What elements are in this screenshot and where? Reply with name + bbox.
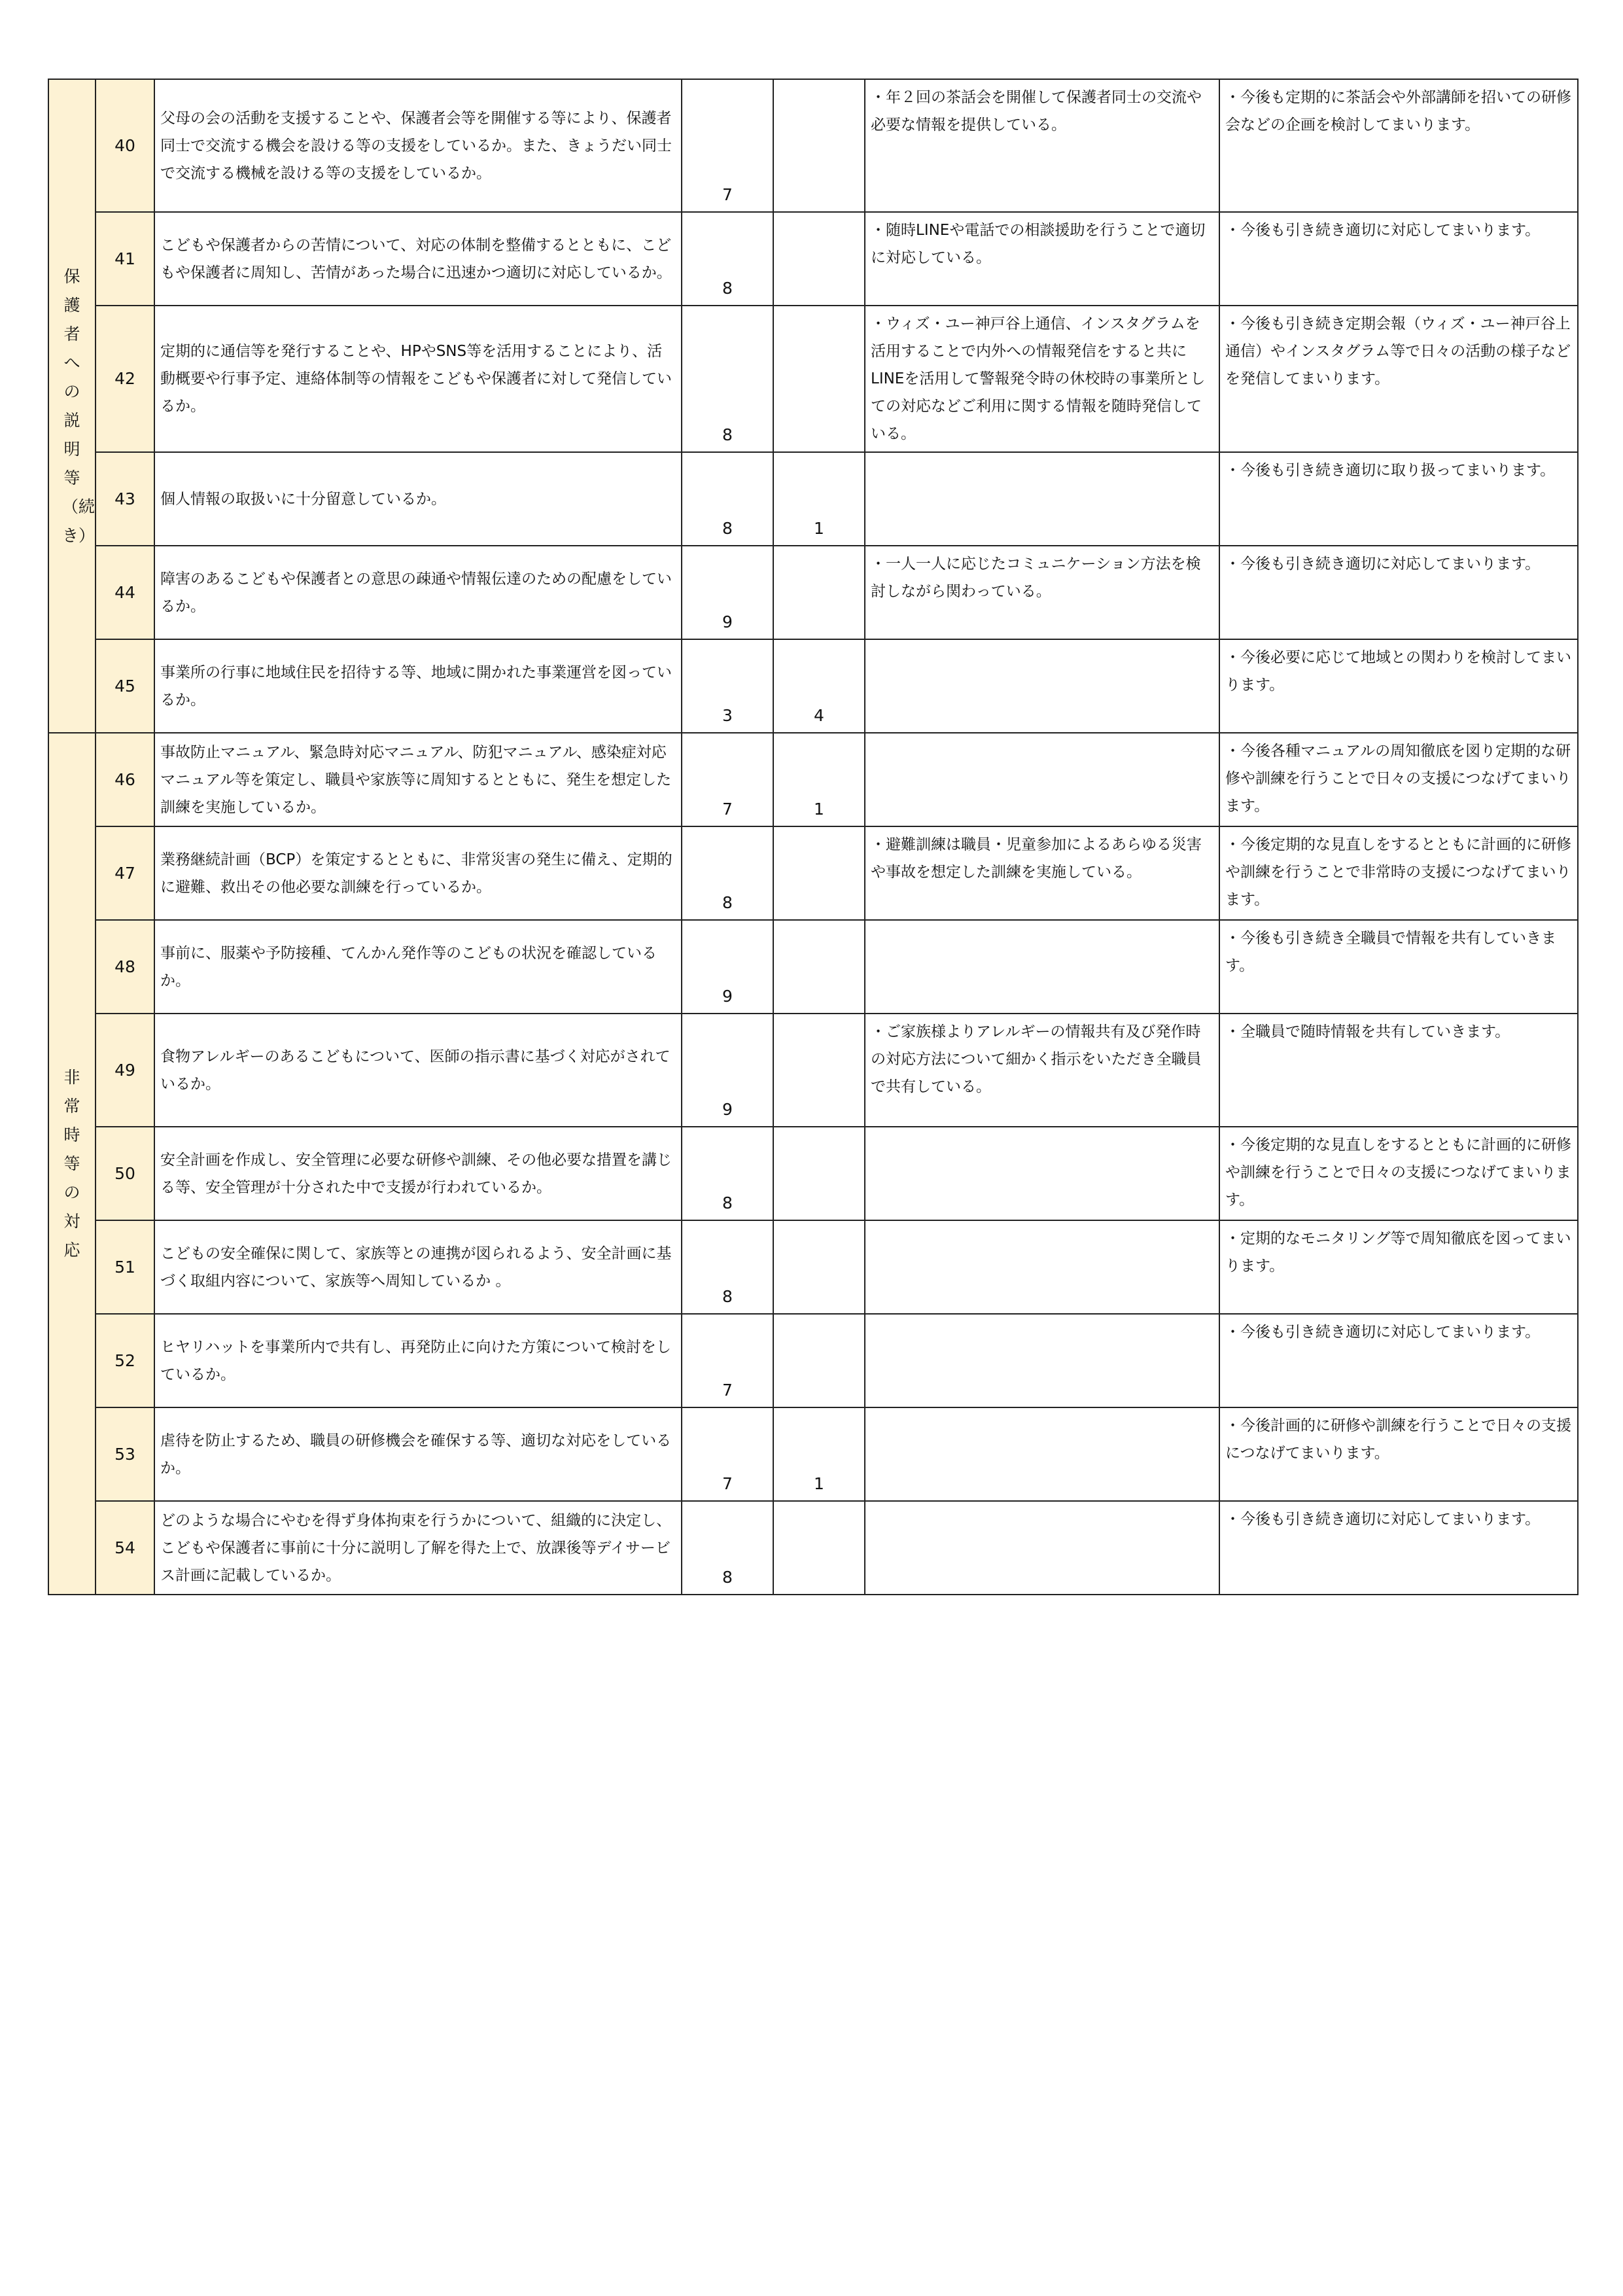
- question-text: 事前に、服薬や予防接種、てんかん発作等のこどもの状況を確認しているか。: [154, 920, 682, 1014]
- yes-count: 9: [682, 920, 773, 1014]
- improvement-text: ・今後も引き続き適切に対応してまいります。: [1219, 1314, 1578, 1407]
- improvement-text: ・今後も引き続き全職員で情報を共有していきます。: [1219, 920, 1578, 1014]
- table-row: [48, 920, 1578, 1014]
- question-text: 事業所の行事に地域住民を招待する等、地域に開かれた事業運営を図っているか。: [154, 639, 682, 733]
- question-text: 父母の会の活動を支援することや、保護者会等を開催する等により、保護者同士で交流する機会を設ける等の支援をしているか。また、きょうだい同士で交流する機械を設ける等の支援をしているか。: [154, 79, 682, 212]
- yes-count: 8: [682, 1127, 773, 1220]
- status-text: ・避難訓練は職員・児童参加によるあらゆる災害や事故を想定した訓練を実施している。: [865, 826, 1219, 920]
- table-row: [48, 1014, 1578, 1127]
- question-text: 個人情報の取扱いに十分留意しているか。: [154, 452, 682, 546]
- status-text: [865, 920, 1219, 1014]
- yes-count: 7: [682, 1314, 773, 1407]
- item-number: 45: [96, 639, 154, 733]
- improvement-text: ・今後必要に応じて地域との関わりを検討してまいります。: [1219, 639, 1578, 733]
- table-row: [48, 306, 1578, 452]
- question-text: こどもや保護者からの苦情について、対応の体制を整備するとともに、こどもや保護者に周知し、苦情があった場合に迅速かつ適切に対応しているか。: [154, 212, 682, 306]
- no-count: [773, 306, 865, 452]
- table-row: [48, 639, 1578, 733]
- improvement-text: ・今後も引き続き適切に取り扱ってまいります。: [1219, 452, 1578, 546]
- status-text: ・ウィズ・ユー神戸谷上通信、インスタグラムを活用することで内外への情報発信をすると共にLINEを活用して警報発令時の休校時の事業所としての対応などご利用に関する情報を随時発信している。: [865, 306, 1219, 452]
- yes-count: 7: [682, 79, 773, 212]
- category-label: [48, 733, 96, 1595]
- no-count: [773, 212, 865, 306]
- item-number: 51: [96, 1220, 154, 1314]
- no-count: [773, 1220, 865, 1314]
- table-row: [48, 79, 1578, 212]
- yes-count: 8: [682, 1220, 773, 1314]
- status-text: [865, 1314, 1219, 1407]
- no-count: [773, 1127, 865, 1220]
- improvement-text: ・定期的なモニタリング等で周知徹底を図ってまいります。: [1219, 1220, 1578, 1314]
- table-row: [48, 452, 1578, 546]
- question-text: こどもの安全確保に関して、家族等との連携が図られるよう、安全計画に基づく取組内容について、家族等へ周知しているか 。: [154, 1220, 682, 1314]
- question-text: 業務継続計画（BCP）を策定するとともに、非常災害の発生に備え、定期的に避難、救出その他必要な訓練を行っているか。: [154, 826, 682, 920]
- item-number: 49: [96, 1014, 154, 1127]
- no-count: [773, 920, 865, 1014]
- yes-count: 7: [682, 733, 773, 826]
- status-text: [865, 1220, 1219, 1314]
- no-count: [773, 79, 865, 212]
- yes-count: 3: [682, 639, 773, 733]
- status-text: ・随時LINEや電話での相談援助を行うことで適切に対応している。: [865, 212, 1219, 306]
- table-row: [48, 546, 1578, 639]
- status-text: [865, 1501, 1219, 1595]
- table-row: [48, 1220, 1578, 1314]
- item-number: 41: [96, 212, 154, 306]
- item-number: 52: [96, 1314, 154, 1407]
- no-count: 1: [773, 452, 865, 546]
- item-number: 50: [96, 1127, 154, 1220]
- table-row: [48, 1501, 1578, 1595]
- no-count: [773, 826, 865, 920]
- evaluation-table: [48, 79, 1579, 1595]
- improvement-text: ・今後計画的に研修や訓練を行うことで日々の支援につなげてまいります。: [1219, 1407, 1578, 1501]
- improvement-text: ・全職員で随時情報を共有していきます。: [1219, 1014, 1578, 1127]
- question-text: どのような場合にやむを得ず身体拘束を行うかについて、組織的に決定し、こどもや保護者に事前に十分に説明し了解を得た上で、放課後等デイサービス計画に記載しているか。: [154, 1501, 682, 1595]
- improvement-text: ・今後定期的な見直しをするとともに計画的に研修や訓練を行うことで日々の支援につなげてまいります。: [1219, 1127, 1578, 1220]
- status-text: ・ご家族様よりアレルギーの情報共有及び発作時の対応方法について細かく指示をいただき全職員で共有している。: [865, 1014, 1219, 1127]
- improvement-text: ・今後も引き続き定期会報（ウィズ・ユー神戸谷上通信）やインスタグラム等で日々の活動の様子などを発信してまいります。: [1219, 306, 1578, 452]
- table-row: [48, 1407, 1578, 1501]
- yes-count: 7: [682, 1407, 773, 1501]
- question-text: 安全計画を作成し、安全管理に必要な研修や訓練、その他必要な措置を講じる等、安全管理が十分された中で支援が行われているか。: [154, 1127, 682, 1220]
- item-number: 46: [96, 733, 154, 826]
- question-text: 障害のあるこどもや保護者との意思の疎通や情報伝達のための配慮をしているか。: [154, 546, 682, 639]
- table-row: [48, 733, 1578, 826]
- yes-count: 9: [682, 546, 773, 639]
- improvement-text: ・今後も引き続き適切に対応してまいります。: [1219, 1501, 1578, 1595]
- table-row: [48, 1314, 1578, 1407]
- item-number: 40: [96, 79, 154, 212]
- status-text: [865, 733, 1219, 826]
- item-number: 54: [96, 1501, 154, 1595]
- question-text: 定期的に通信等を発行することや、HPやSNS等を活用することにより、活動概要や行事予定、連絡体制等の情報をこどもや保護者に対して発信しているか。: [154, 306, 682, 452]
- improvement-text: ・今後各種マニュアルの周知徹底を図り定期的な研修や訓練を行うことで日々の支援につなげてまいります。: [1219, 733, 1578, 826]
- item-number: 42: [96, 306, 154, 452]
- category-text: 非常時等の対応: [63, 1067, 80, 1260]
- question-text: 食物アレルギーのあるこどもについて、医師の指示書に基づく対応がされているか。: [154, 1014, 682, 1127]
- table-row: [48, 1127, 1578, 1220]
- question-text: 事故防止マニュアル、緊急時対応マニュアル、防犯マニュアル、感染症対応マニュアル等を策定し、職員や家族等に周知するとともに、発生を想定した訓練を実施しているか。: [154, 733, 682, 826]
- category-label: [48, 79, 96, 733]
- item-number: 48: [96, 920, 154, 1014]
- status-text: ・一人一人に応じたコミュニケーション方法を検討しながら関わっている。: [865, 546, 1219, 639]
- status-text: [865, 1127, 1219, 1220]
- no-count: 1: [773, 1407, 865, 1501]
- yes-count: 8: [682, 1501, 773, 1595]
- yes-count: 9: [682, 1014, 773, 1127]
- status-text: [865, 639, 1219, 733]
- improvement-text: ・今後定期的な見直しをするとともに計画的に研修や訓練を行うことで非常時の支援につなげてまいります。: [1219, 826, 1578, 920]
- question-text: ヒヤリハットを事業所内で共有し、再発防止に向けた方策について検討をしているか。: [154, 1314, 682, 1407]
- yes-count: 8: [682, 826, 773, 920]
- yes-count: 8: [682, 306, 773, 452]
- status-text: ・年２回の茶話会を開催して保護者同士の交流や必要な情報を提供している。: [865, 79, 1219, 212]
- question-text: 虐待を防止するため、職員の研修機会を確保する等、適切な対応をしているか。: [154, 1407, 682, 1501]
- no-count: [773, 1501, 865, 1595]
- item-number: 44: [96, 546, 154, 639]
- status-text: [865, 1407, 1219, 1501]
- status-text: [865, 452, 1219, 546]
- no-count: 4: [773, 639, 865, 733]
- table-row: [48, 212, 1578, 306]
- evaluation-table-body: [48, 79, 1578, 1595]
- item-number: 47: [96, 826, 154, 920]
- category-text: 保護者への説明等（続き）: [62, 266, 96, 545]
- improvement-text: ・今後も引き続き適切に対応してまいります。: [1219, 546, 1578, 639]
- yes-count: 8: [682, 452, 773, 546]
- yes-count: 8: [682, 212, 773, 306]
- improvement-text: ・今後も定期的に茶話会や外部講師を招いての研修会などの企画を検討してまいります。: [1219, 79, 1578, 212]
- no-count: [773, 1314, 865, 1407]
- item-number: 43: [96, 452, 154, 546]
- table-row: [48, 826, 1578, 920]
- no-count: [773, 546, 865, 639]
- improvement-text: ・今後も引き続き適切に対応してまいります。: [1219, 212, 1578, 306]
- no-count: 1: [773, 733, 865, 826]
- no-count: [773, 1014, 865, 1127]
- item-number: 53: [96, 1407, 154, 1501]
